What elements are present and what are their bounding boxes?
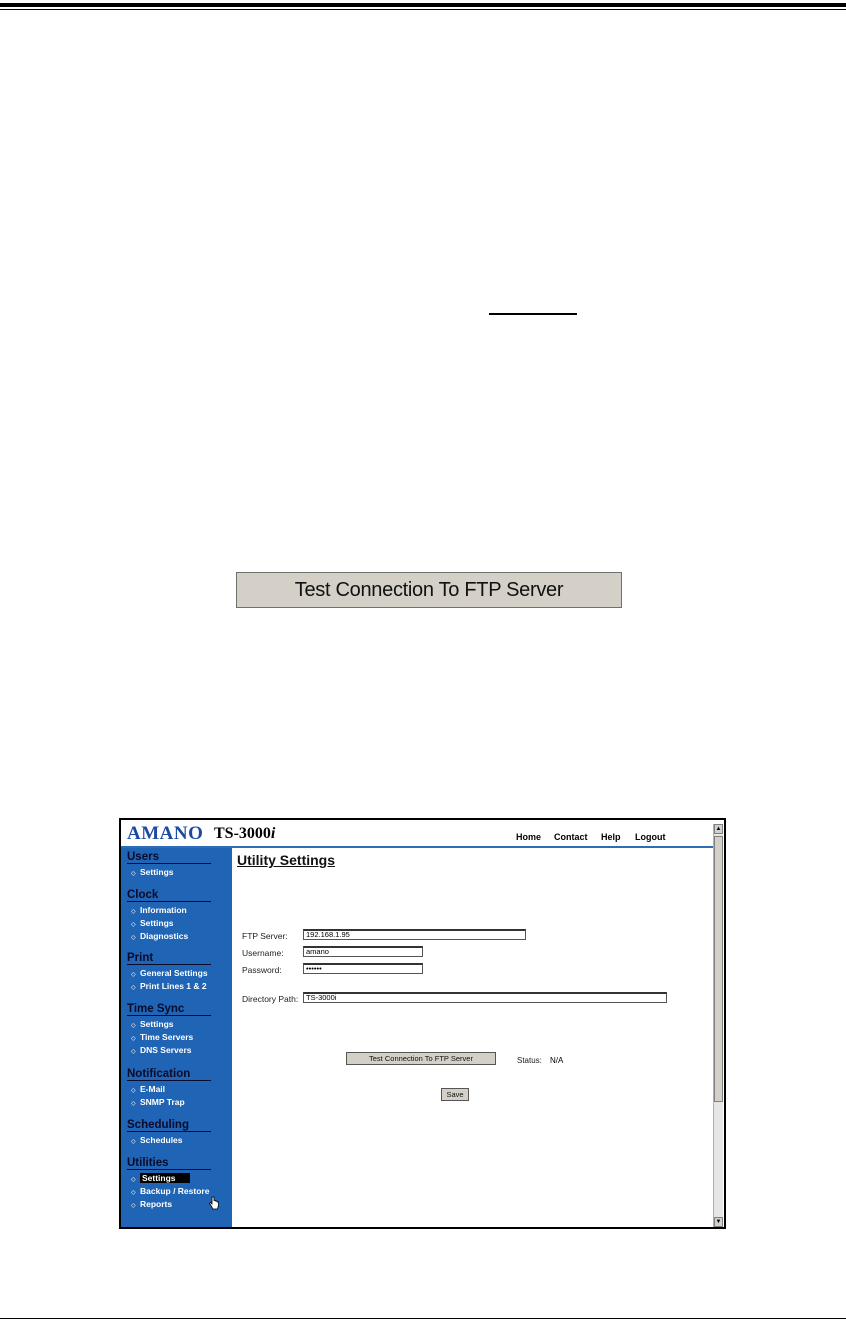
- ftp-server-label: FTP Server:: [242, 931, 288, 941]
- footer-rule: [0, 1318, 846, 1319]
- sidebar-item-scheduling-schedules[interactable]: ◇ Schedules: [131, 1135, 183, 1145]
- nav-logout-link[interactable]: Logout: [635, 832, 666, 842]
- sidebar-section-users: Users: [127, 851, 211, 864]
- vertical-scrollbar[interactable]: [713, 824, 723, 1227]
- bullet-icon: ◇: [131, 1049, 136, 1055]
- bullet-icon: ◇: [131, 1177, 136, 1183]
- status-label: Status:: [517, 1056, 542, 1065]
- bullet-icon: ◇: [131, 1023, 136, 1029]
- bullet-icon: ◇: [131, 985, 136, 991]
- bullet-icon: ◇: [131, 1190, 136, 1196]
- sidebar-section-scheduling: Scheduling: [127, 1119, 211, 1132]
- bullet-icon: ◇: [131, 871, 136, 877]
- bullet-icon: ◇: [131, 972, 136, 978]
- app-header: [121, 820, 714, 848]
- sidebar-item-users-settings[interactable]: ◇ Settings: [131, 867, 174, 877]
- header-rule-thick: [0, 3, 846, 7]
- bullet-icon: ◇: [131, 1203, 136, 1209]
- test-connection-button[interactable]: Test Connection To FTP Server: [346, 1052, 496, 1065]
- username-input[interactable]: amano: [303, 946, 423, 957]
- hand-cursor-icon: [209, 1196, 219, 1210]
- sidebar-item-timesync-dns[interactable]: ◇ DNS Servers: [131, 1045, 192, 1055]
- sidebar-section-notification: Notification: [127, 1068, 211, 1081]
- status-value: N/A: [550, 1056, 564, 1065]
- save-button[interactable]: Save: [441, 1088, 469, 1101]
- username-label: Username:: [242, 948, 284, 958]
- scroll-up-icon[interactable]: ▲: [715, 826, 722, 832]
- nav-home-link[interactable]: Home: [516, 832, 542, 842]
- sidebar-item-clock-information[interactable]: ◇ Information: [131, 905, 187, 915]
- sidebar-section-timesync: Time Sync: [127, 1003, 211, 1016]
- bullet-icon: ◇: [131, 909, 136, 915]
- bullet-icon: ◇: [131, 935, 136, 941]
- sidebar-item-timesync-settings[interactable]: ◇ Settings: [131, 1019, 174, 1029]
- sidebar-item-utilities-settings[interactable]: ◇ Settings: [131, 1173, 190, 1183]
- sidebar: [121, 848, 232, 1229]
- test-connection-button-large[interactable]: Test Connection To FTP Server: [236, 572, 622, 608]
- bullet-icon: ◇: [131, 1101, 136, 1107]
- page-title: Utility Settings: [237, 852, 336, 868]
- bullet-icon: ◇: [131, 1036, 136, 1042]
- directory-path-label: Directory Path:: [242, 994, 299, 1004]
- sidebar-item-timesync-servers[interactable]: ◇ Time Servers: [131, 1032, 194, 1042]
- sidebar-item-notification-snmp[interactable]: ◇ SNMP Trap: [131, 1097, 185, 1107]
- scroll-thumb[interactable]: [714, 836, 723, 1102]
- header-rule-thin: [0, 9, 846, 10]
- sidebar-item-utilities-reports[interactable]: ◇ Reports: [131, 1199, 173, 1209]
- underlined-blank: [489, 313, 577, 315]
- scroll-down-icon[interactable]: ▼: [715, 1219, 722, 1225]
- bullet-icon: ◇: [131, 922, 136, 928]
- sidebar-item-clock-settings[interactable]: ◇ Settings: [131, 918, 174, 928]
- password-label: Password:: [242, 965, 282, 975]
- sidebar-item-utilities-backup[interactable]: ◇ Backup / Restore: [131, 1186, 210, 1196]
- bullet-icon: ◇: [131, 1139, 136, 1145]
- directory-path-input[interactable]: TS-3000i: [303, 992, 667, 1003]
- sidebar-item-print-lines[interactable]: ◇ Print Lines 1 & 2: [131, 981, 207, 991]
- sidebar-item-clock-diagnostics[interactable]: ◇ Diagnostics: [131, 931, 189, 941]
- brand-logo: AMANO: [127, 823, 204, 844]
- ui-screenshot: [119, 818, 726, 1229]
- sidebar-item-print-general[interactable]: ◇ General Settings: [131, 968, 208, 978]
- nav-contact-link[interactable]: Contact: [554, 832, 588, 842]
- bullet-icon: ◇: [131, 1088, 136, 1094]
- nav-help-link[interactable]: Help: [601, 832, 621, 842]
- model-name: TS-3000i: [214, 825, 276, 842]
- sidebar-item-notification-email[interactable]: ◇ E-Mail: [131, 1084, 166, 1094]
- sidebar-section-print: Print: [127, 952, 211, 965]
- sidebar-section-clock: Clock: [127, 889, 211, 902]
- ftp-server-input[interactable]: 192.168.1.95: [303, 929, 526, 940]
- password-input[interactable]: ••••••: [303, 963, 423, 974]
- sidebar-section-utilities: Utilities: [127, 1157, 211, 1170]
